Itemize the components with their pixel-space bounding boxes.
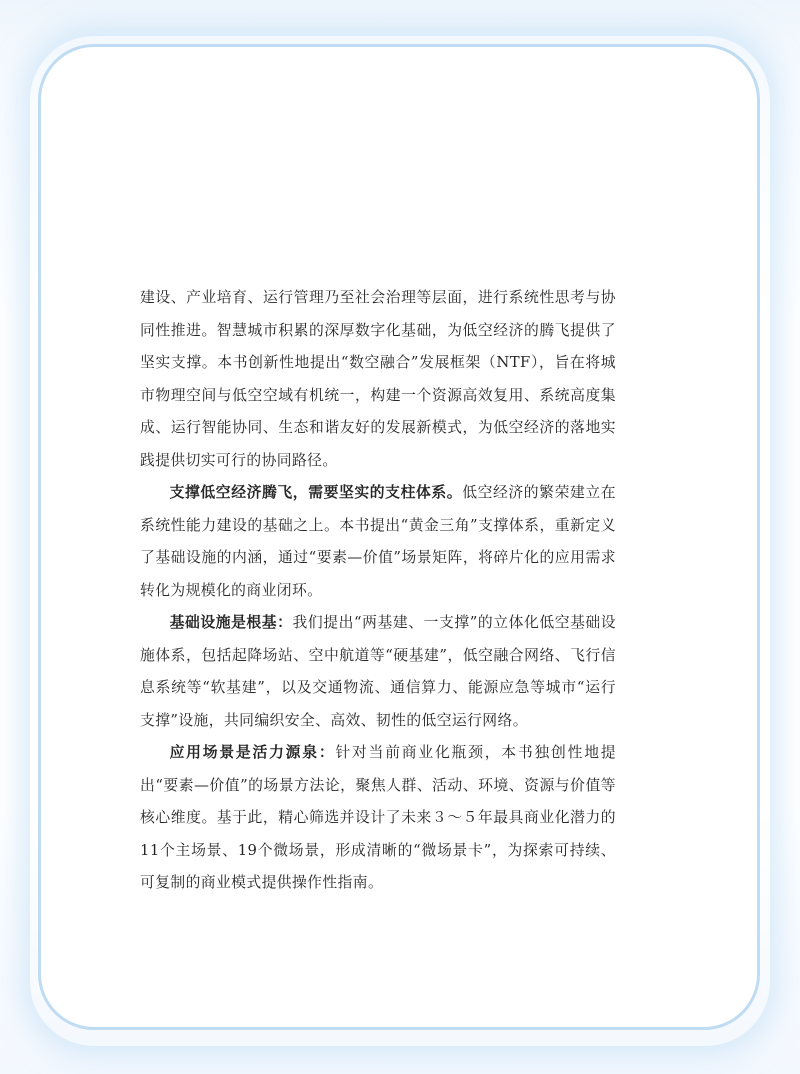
- paragraph-4-lead: 应用场景是活力源泉：: [169, 744, 336, 761]
- paragraph-application-scenarios: [140, 737, 616, 900]
- paragraph-infrastructure: [140, 607, 616, 737]
- document-body: [140, 282, 616, 900]
- paragraph-continued: [140, 282, 616, 477]
- paragraph-1-text: 建设、产业培育、运行管理乃至社会治理等层面，进行系统性思考与协同性推进。智慧城市积累的深厚数字化基础，为低空经济的腾飞提供了坚实支撑。本书创新性地提出“数空融合”发展框架（NTF），旨在将城市物理空间与低空空域有机统一，构建一个资源高效复用、系统高度集成、运行智能协同、生态和谐友好的发展新模式，为低空经济的落地实践提供切实可行的协同路径。: [140, 289, 616, 469]
- paragraph-3-text: 我们提出“两基建、一支撑”的立体化低空基础设施体系，包括起降场站、空中航道等“硬基建”，低空融合网络、飞行信息系统等“软基建”，以及交通物流、通信算力、能源应急等城市“运行支撑”设施，共同编织安全、高效、韧性的低空运行网络。: [140, 614, 617, 729]
- paragraph-2-lead: 支撑低空经济腾飞，需要坚实的支柱体系。: [169, 484, 463, 501]
- paragraph-4-text: 针对当前商业化瓶颈，本书独创性地提出“要素—价值”的场景方法论，聚焦人群、活动、环境、资源与价值等核心维度。基于此，精心筛选并设计了未来３～５年最具商业化潜力的11个主场景、19个微场景，形成清晰的“微场景卡”，为探索可持续、可复制的商业模式提供操作性指南。: [140, 744, 616, 891]
- paragraph-pillar-system: [140, 477, 616, 607]
- paragraph-3-lead: 基础设施是根基：: [169, 614, 293, 631]
- paragraph-2-text: 低空经济的繁荣建立在系统性能力建设的基础之上。本书提出“黄金三角”支撑体系，重新定义了基础设施的内涵，通过“要素—价值”场景矩阵，将碎片化的应用需求转化为规模化的商业闭环。: [140, 484, 616, 599]
